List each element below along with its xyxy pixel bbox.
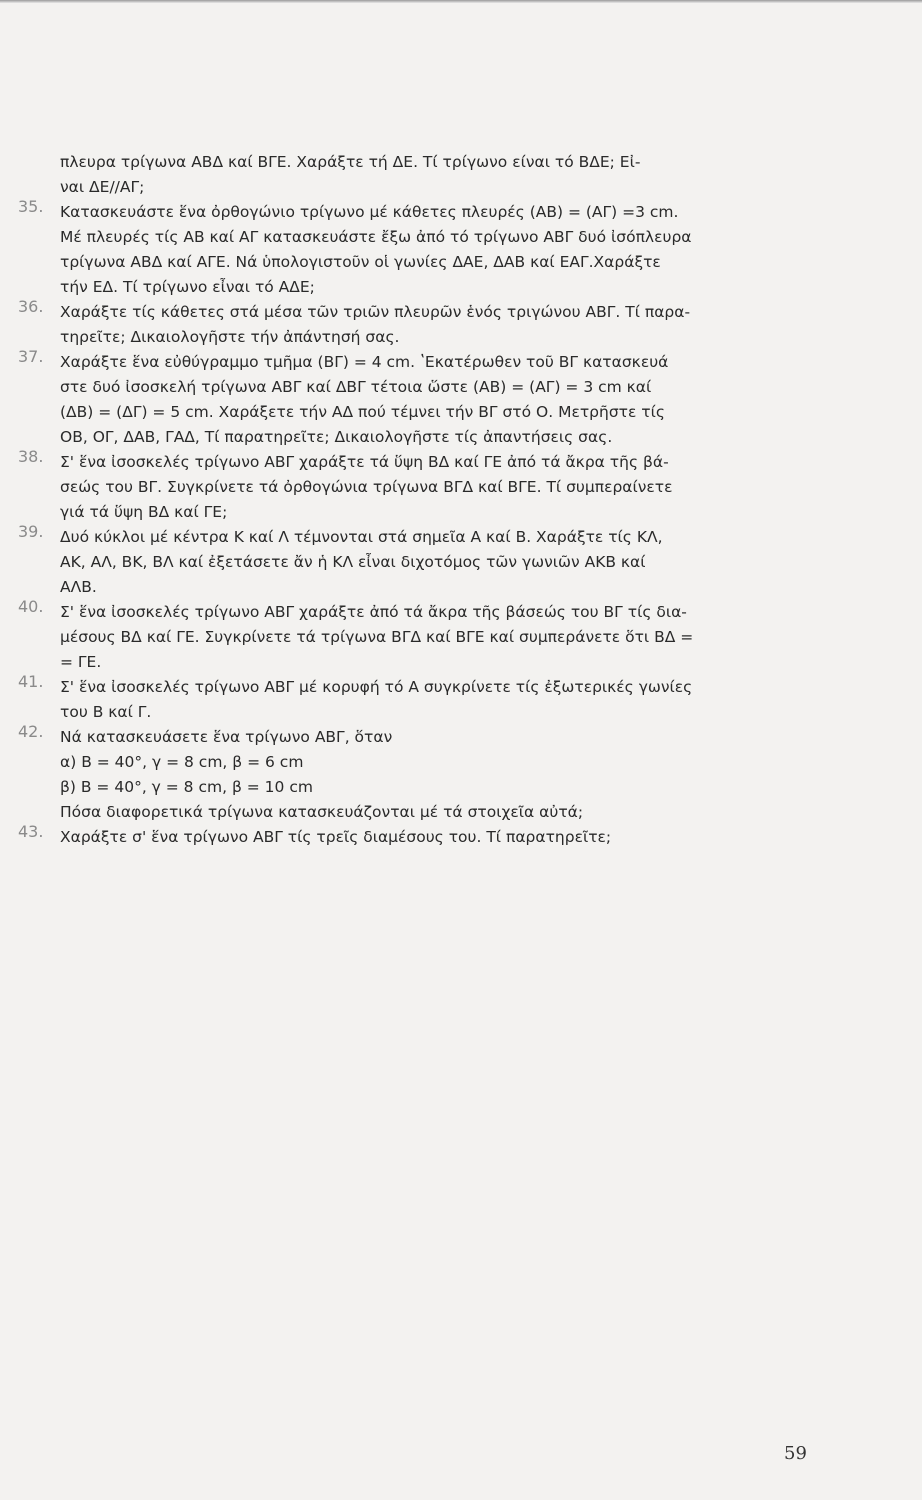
exercise-number: 38. xyxy=(18,447,44,466)
exercise-list xyxy=(18,150,850,850)
exercise-line: γιά τά ὕψη ΒΔ καί ΓΕ; xyxy=(60,503,228,521)
exercise-line: ΟΒ, ΟΓ, ΔΑΒ, ΓΑΔ, Τί παρατηρεῖτε; Δικαιολογῆστε τίς ἀπαντήσεις σας. xyxy=(60,428,613,446)
exercise-number: 39. xyxy=(18,522,44,541)
exercise-item xyxy=(18,347,850,450)
exercise-number: 41. xyxy=(18,672,44,691)
exercise-line: Πόσα διαφορετικά τρίγωνα κατασκευάζονται μέ τά στοιχεῖα αὐτά; xyxy=(60,803,584,821)
exercise-line: β) Β = 40°, γ = 8 cm, β = 10 cm xyxy=(60,778,313,796)
page-number: 59 xyxy=(784,1443,807,1464)
exercise-number: 40. xyxy=(18,597,44,616)
exercise-item xyxy=(60,150,850,200)
exercise-number: 43. xyxy=(18,822,44,841)
page-top-edge xyxy=(0,0,922,3)
exercise-line: Χαράξτε ἕνα εὐθύγραμμο τμῆμα (ΒΓ) = 4 cm. ʽΕκατέρωθεν τοῦ ΒΓ κατασκευά xyxy=(60,353,669,371)
exercise-line: Κατασκευάστε ἕνα ὀρθογώνιο τρίγωνο μέ κάθετες πλευρές (ΑΒ) = (ΑΓ) =3 cm. xyxy=(60,203,679,221)
exercise-line: = ΓΕ. xyxy=(60,653,102,671)
exercise-item xyxy=(18,597,850,675)
exercise-line: μέσους ΒΔ καί ΓΕ. Συγκρίνετε τά τρίγωνα ΒΓΔ καί ΒΓΕ καί συμπεράνετε ὅτι ΒΔ = xyxy=(60,628,694,646)
exercise-item xyxy=(18,197,850,300)
exercise-number: 36. xyxy=(18,297,44,316)
exercise-line: Σ' ἕνα ἰσοσκελές τρίγωνο ΑΒΓ χαράξτε ἀπό τά ἄκρα τῆς βάσεώς του ΒΓ τίς δια- xyxy=(60,603,687,621)
exercise-item xyxy=(18,522,850,600)
exercise-item xyxy=(18,822,850,850)
exercise-line: Χαράξτε σ' ἕνα τρίγωνο ΑΒΓ τίς τρεῖς διαμέσους του. Τί παρατηρεῖτε; xyxy=(60,828,612,846)
exercise-item xyxy=(18,297,850,350)
exercise-line: ΑΛΒ. xyxy=(60,578,97,596)
exercise-line: ΑΚ, ΑΛ, ΒΚ, ΒΛ καί ἐξετάσετε ἄν ἡ ΚΛ εἶναι διχοτόμος τῶν γωνιῶν ΑΚΒ καί xyxy=(60,553,646,571)
exercise-line: Σ' ἕνα ἰσοσκελές τρίγωνο ΑΒΓ μέ κορυφή τό Α συγκρίνετε τίς ἐξωτερικές γωνίες xyxy=(60,678,693,696)
exercise-line: Δυό κύκλοι μέ κέντρα Κ καί Λ τέμνονται στά σημεῖα Α καί Β. Χαράξτε τίς ΚΛ, xyxy=(60,528,663,546)
exercise-item xyxy=(18,722,850,825)
exercise-line: Μέ πλευρές τίς ΑΒ καί ΑΓ κατασκευάστε ἔξω ἀπό τό τρίγωνο ΑΒΓ δυό ἰσόπλευρα xyxy=(60,228,692,246)
exercise-line: Σ' ἕνα ἰσοσκελές τρίγωνο ΑΒΓ χαράξτε τά ὕψη ΒΔ καί ΓΕ ἀπό τά ἄκρα τῆς βά- xyxy=(60,453,669,471)
exercise-number: 42. xyxy=(18,722,44,741)
exercise-line: στε δυό ἰσοσκελή τρίγωνα ΑΒΓ καί ΔΒΓ τέτοια ὥστε (ΑΒ) = (ΑΓ) = 3 cm καί xyxy=(60,378,652,396)
exercise-line: Χαράξτε τίς κάθετες στά μέσα τῶν τριῶν πλευρῶν ἑνός τριγώνου ΑΒΓ. Τί παρα- xyxy=(60,303,691,321)
exercise-line: τρίγωνα ΑΒΔ καί ΑΓΕ. Νά ὑπολογιστοῦν οἱ γωνίες ΔΑΕ, ΔΑΒ καί ΕΑΓ.Χαράξτε xyxy=(60,253,661,271)
exercise-line: α) Β = 40°, γ = 8 cm, β = 6 cm xyxy=(60,753,304,771)
exercise-line: τηρεῖτε; Δικαιολογῆστε τήν ἀπάντησή σας. xyxy=(60,328,400,346)
exercise-line: (ΔΒ) = (ΔΓ) = 5 cm. Χαράξετε τήν ΑΔ πού τέμνει τήν ΒΓ στό Ο. Μετρῆστε τίς xyxy=(60,403,665,421)
exercise-line: ναι ΔΕ//ΑΓ; xyxy=(60,178,145,196)
exercise-line: του Β καί Γ. xyxy=(60,703,152,721)
exercise-line: πλευρα τρίγωνα ΑΒΔ καί ΒΓΕ. Χαράξτε τή ΔΕ. Τί τρίγωνο είναι τό ΒΔΕ; Εἰ- xyxy=(60,153,641,171)
exercise-line: τήν ΕΔ. Τί τρίγωνο εἶναι τό ΑΔΕ; xyxy=(60,278,315,296)
exercise-number: 35. xyxy=(18,197,44,216)
exercise-number: 37. xyxy=(18,347,44,366)
exercise-item xyxy=(18,672,850,725)
exercise-item xyxy=(18,447,850,525)
exercise-line: σεώς του ΒΓ. Συγκρίνετε τά ὀρθογώνια τρίγωνα ΒΓΔ καί ΒΓΕ. Τί συμπεραίνετε xyxy=(60,478,673,496)
exercise-line: Νά κατασκευάσετε ἕνα τρίγωνο ΑΒΓ, ὅταν xyxy=(60,728,393,746)
